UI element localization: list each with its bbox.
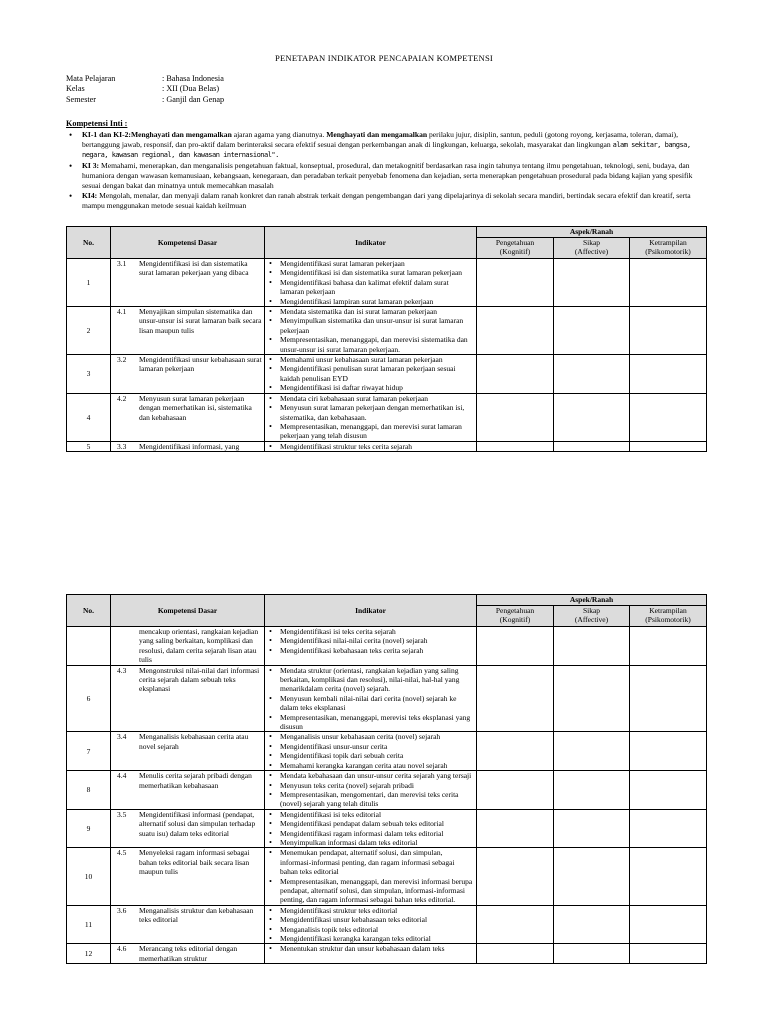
aspect-knowledge-cell <box>477 393 554 441</box>
competency-text: Menyajikan simpulan sistematika dan unsur-unsur isi surat lamaran baik secara lisan maupun tulis <box>139 307 262 335</box>
col-header-pengetahuan: Pengetahuan (Kognitif) <box>477 606 554 627</box>
aspect-skill-cell <box>630 393 707 441</box>
meta-row-subject <box>66 74 224 84</box>
aspect-skill-cell <box>630 905 707 944</box>
indicator-table <box>66 226 707 452</box>
row-number <box>67 627 111 666</box>
meta-row-class <box>66 84 224 94</box>
indicator-item: • Mengidentifikasi ragam informasi dalam teks editorial <box>267 829 474 838</box>
competency-cell <box>111 905 265 944</box>
indicator-item: • Mengidentifikasi nilai-nilai cerita (novel) sejarah <box>267 636 474 645</box>
document-page-1 <box>0 0 768 500</box>
competency-text: Menyeleksi ragam informasi sebagai bahan teks editorial baik secara lisan maupun tulis <box>139 848 250 877</box>
aspect-knowledge-cell <box>477 355 554 394</box>
ki-label: KI4: <box>82 191 98 200</box>
col-header-ketrampilan: Ketrampilan (Psikomotorik) <box>630 238 707 259</box>
indicator-item: • Mengidentifikasi penulisan surat lamaran pekerjaan sesuai kaidah penulisan EYD <box>267 364 474 383</box>
indicator-item: • Mempresentasikan, menanggapi, dan merevisi surat lamaran pekerjaan yang telah disusun <box>267 422 474 441</box>
aspect-attitude-cell <box>554 732 630 771</box>
aspect-knowledge-cell <box>477 771 554 810</box>
aspect-attitude-cell <box>554 441 630 451</box>
indicator-cell <box>265 307 477 355</box>
competency-code: 3.3 <box>117 441 127 451</box>
ki-text: Mengolah, menalar, dan menyaji dalam ranah konkret dan ranah abstrak terkait dengan pengembangan dari yang dipelajarinya di sekolah secara mandiri, bertindak secara efektif dan kreatif, serta mampu menggunakan metode sesuai kaidah keilmuan <box>82 191 691 210</box>
aspect-knowledge-cell <box>477 732 554 771</box>
ki-handwritten-text: alam sekitar, bangsa, negara, kawasan regional, dan kawasan internasional". <box>82 141 691 159</box>
col-header-no: No. <box>67 595 111 627</box>
indicator-item: • Menyusun kembali nilai-nilai dari cerita (novel) sejarah ke dalam teks eksplanasi <box>267 694 474 713</box>
indicator-item: • Memahami kerangka karangan cerita atau novel sejarah <box>267 761 474 770</box>
ki-bold-text: Menghayati dan mengamalkan <box>130 130 232 139</box>
indicator-cell <box>265 441 477 451</box>
row-number: 3 <box>67 355 111 394</box>
indicator-cell <box>265 771 477 810</box>
row-number: 10 <box>67 848 111 905</box>
col-header-kd: Kompetensi Dasar <box>111 227 265 259</box>
competency-text: Mengidentifikasi unsur kebahasaan surat lamaran pekerjaan <box>139 355 262 374</box>
meta-label: Kelas <box>66 84 85 94</box>
meta-value: : XII (Dua Belas) <box>162 84 220 94</box>
col-header-indikator: Indikator <box>265 227 477 259</box>
indicator-cell <box>265 732 477 771</box>
document-page-2 <box>0 580 768 1024</box>
indicator-cell <box>265 259 477 307</box>
row-number: 11 <box>67 905 111 944</box>
aspect-attitude-cell <box>554 905 630 944</box>
table-row <box>67 905 707 944</box>
meta-label: Semester <box>66 94 97 104</box>
ki-text: ajaran agama yang dianutnya. <box>231 130 327 139</box>
competency-cell <box>111 441 265 451</box>
competency-cell <box>111 355 265 394</box>
col-header-aspek: Aspek/Ranah <box>477 595 707 606</box>
col-header-no: No. <box>67 227 111 259</box>
indicator-item: • Menemukan pendapat, alternatif solusi, dan simpulan, informasi-informasi penting, dan ragam informasi sebagai bahan teks editorial <box>267 848 474 876</box>
table-row <box>67 307 707 355</box>
competency-cell <box>111 259 265 307</box>
indicator-item: • Menganalisis topik teks editorial <box>267 925 474 934</box>
competency-text: Mengidentifikasi informasi, yang <box>139 441 240 451</box>
competency-code: 3.2 <box>117 355 127 365</box>
indicator-item: • Menganalisis unsur kebahasaan cerita (novel) sejarah <box>267 732 474 741</box>
document-title: PENETAPAN INDIKATOR PENCAPAIAN KOMPETENSI <box>275 53 493 63</box>
table-row <box>67 848 707 905</box>
indicator-cell <box>265 627 477 666</box>
competency-cell <box>111 665 265 732</box>
indicator-item: • Mengidentifikasi kerangka karangan teks editorial <box>267 934 474 943</box>
indicator-item: • Mengidentifikasi isi teks cerita sejarah <box>267 627 474 636</box>
aspect-knowledge-cell <box>477 307 554 355</box>
competency-code: 4.4 <box>117 771 127 781</box>
aspect-skill-cell <box>630 307 707 355</box>
aspect-knowledge-cell <box>477 259 554 307</box>
col-header-ketrampilan: Ketrampilan (Psikomotorik) <box>630 606 707 627</box>
competency-text: Menyusun surat lamaran pekerjaan dengan memerhatikan isi, sistematika dan kebahasaan <box>139 393 252 422</box>
aspect-attitude-cell <box>554 355 630 394</box>
aspect-attitude-cell <box>554 307 630 355</box>
competency-code: 4.5 <box>117 848 127 858</box>
ki-text: perilaku jujur, disiplin, santun, peduli (gotong royong, kerjasama, toleran, damai), bertanggung jawab, responsif, dan pro-aktif dalam berinteraksi secara efektif sesuai dengan perkembangan anak di lingkungan, keluarga, sekolah, masyarakat dan lingkungan <box>82 130 678 149</box>
competency-text: Mengidentifikasi informasi (pendapat, alternatif solusi dan simpulan terhadap suatu isu) dalam teks editorial <box>139 809 256 838</box>
indicator-cell <box>265 944 477 964</box>
table-row <box>67 944 707 964</box>
aspect-skill-cell <box>630 732 707 771</box>
aspect-skill-cell <box>630 665 707 732</box>
indicator-item: • Mengidentifikasi lampiran surat lamaran pekerjaan <box>267 297 474 306</box>
indicator-cell <box>265 848 477 905</box>
indicator-item: • Mempresentasikan, mengomentari, dan merevisi teks cerita (novel) sejarah yang telah ditulis <box>267 790 474 809</box>
indicator-item: • Mendata kebahasaan dan unsur-unsur cerita sejarah yang tersaji <box>267 771 474 780</box>
competency-cell <box>111 848 265 905</box>
competency-cell <box>111 944 265 964</box>
indicator-item: • Mengidentifikasi isi daftar riwayat hidup <box>267 383 474 392</box>
table-row <box>67 665 707 732</box>
row-number: 12 <box>67 944 111 964</box>
aspect-attitude-cell <box>554 809 630 848</box>
indicator-table-body <box>67 627 707 964</box>
col-header-sikap: Sikap (Affective) <box>554 238 630 259</box>
competency-text: Merancang teks editorial dengan memerhatikan struktur <box>139 944 238 963</box>
indicator-item: • Menyusun surat lamaran pekerjaan dengan memerhatikan isi, sistematika, dan kebahasaan. <box>267 403 474 422</box>
indicator-item: • Mengidentifikasi isi dan sistematika surat lamaran pekerjaan <box>267 268 474 277</box>
table-row <box>67 259 707 307</box>
subject-meta <box>66 74 224 105</box>
indicator-cell <box>265 393 477 441</box>
aspect-skill-cell <box>630 627 707 666</box>
aspect-attitude-cell <box>554 627 630 666</box>
row-number: 5 <box>67 441 111 451</box>
page-gap <box>0 500 768 580</box>
aspect-knowledge-cell <box>477 441 554 451</box>
indicator-cell <box>265 905 477 944</box>
indicator-item: • Mendata ciri kebahasaan surat lamaran pekerjaan <box>267 394 474 403</box>
indicator-item: • Mempresentasikan, menanggapi, dan merevisi informasi berupa pendapat, alternatif solusi, dan simpulan, informasi-informasi penting, dan ragam informasi sebagai bahan teks editorial. <box>267 877 474 905</box>
indicator-item: • Menentukan struktur dan unsur kebahasaan dalam teks <box>267 944 474 953</box>
aspect-skill-cell <box>630 848 707 905</box>
aspect-attitude-cell <box>554 944 630 964</box>
table-row <box>67 627 707 666</box>
ki-item-3 <box>66 161 706 191</box>
aspect-attitude-cell <box>554 771 630 810</box>
table-row <box>67 809 707 848</box>
indicator-item: • Mengidentifikasi pendapat dalam sebuah teks editorial <box>267 819 474 828</box>
competency-text: Menganalisis struktur dan kebahasaan teks editorial <box>139 905 254 925</box>
indicator-item: • Mengidentifikasi kebahasaan teks cerita sejarah <box>267 646 474 655</box>
ki-text: Memahami, menerapkan, dan menganalisis pengetahuan faktual, konseptual, prosedural, dan metakognitif berdasarkan rasa ingin tahunya tentang ilmu pengetahuan, teknologi, seni, budaya, dan humaniora dengan wawasan kemanusiaan, kebangsaan, kenegaraan, dan peradaban terkait penyebab fenomena dan kejadian, serta menerapkan pengetahuan prosedural pada bidang kajian yang spesifik sesuai dengan bakat dan minatnya untuk memecahkan masalah <box>82 160 693 190</box>
aspect-knowledge-cell <box>477 848 554 905</box>
competency-cell <box>111 307 265 355</box>
col-header-sikap: Sikap (Affective) <box>554 606 630 627</box>
indicator-item: • Menyusun teks cerita (novel) sejarah pribadi <box>267 781 474 790</box>
row-number: 9 <box>67 809 111 848</box>
core-competency-list <box>66 130 706 212</box>
col-header-pengetahuan: Pengetahuan (Kognitif) <box>477 238 554 259</box>
aspect-skill-cell <box>630 809 707 848</box>
indicator-table-body <box>67 259 707 452</box>
meta-value: : Bahasa Indonesia <box>162 74 224 83</box>
row-number: 4 <box>67 393 111 441</box>
ki-item-1-2 <box>66 130 706 160</box>
competency-code: 3.5 <box>117 809 127 819</box>
aspect-attitude-cell <box>554 665 630 732</box>
indicator-item: • Menyimpulkan sistematika dan unsur-unsur isi surat lamaran pekerjaan <box>267 316 474 335</box>
meta-row-semester <box>66 95 224 105</box>
meta-value: : Ganjil dan Genap <box>162 94 225 104</box>
row-number: 6 <box>67 665 111 732</box>
competency-code <box>113 627 139 665</box>
indicator-cell <box>265 355 477 394</box>
indicator-item: • Memahami unsur kebahasaan surat lamaran pekerjaan <box>267 355 474 364</box>
table-row <box>67 393 707 441</box>
aspect-knowledge-cell <box>477 905 554 944</box>
competency-text: Menganalisis kebahasaan cerita atau novel sejarah <box>139 732 249 751</box>
indicator-table-continued <box>66 594 707 964</box>
indicator-item: • Mempresentasikan, menanggapi, merevisi teks eksplanasi yang disusun <box>267 713 474 732</box>
ki-item-4 <box>66 191 706 211</box>
table-row <box>67 732 707 771</box>
competency-code: 3.4 <box>117 732 127 742</box>
col-header-aspek: Aspek/Ranah <box>477 227 707 238</box>
meta-label: Mata Pelajaran <box>66 74 116 83</box>
core-competency-heading: Kompetensi Inti : <box>66 119 128 128</box>
competency-code: 4.3 <box>117 665 127 675</box>
aspect-attitude-cell <box>554 393 630 441</box>
indicator-item: • Mengidentifikasi bahasa dan kalimat efektif dalam surat lamaran pekerjaan <box>267 278 474 297</box>
indicator-item: • Mengidentifikasi isi teks editorial <box>267 810 474 819</box>
competency-code: 4.2 <box>117 393 127 403</box>
col-header-kd: Kompetensi Dasar <box>111 595 265 627</box>
indicator-cell <box>265 809 477 848</box>
competency-code: 3.6 <box>117 905 127 915</box>
aspect-skill-cell <box>630 771 707 810</box>
ki-label: KI 3: <box>82 160 100 170</box>
row-number: 2 <box>67 307 111 355</box>
aspect-knowledge-cell <box>477 627 554 666</box>
competency-code: 4.6 <box>117 944 127 954</box>
row-number: 1 <box>67 259 111 307</box>
competency-text: Mengidentifikasi isi dan sistematika surat lamaran pekerjaan yang dibaca <box>139 259 249 278</box>
table-row <box>67 441 707 451</box>
indicator-item: • Menyimpulkan informasi dalam teks editorial <box>267 838 474 847</box>
table-row <box>67 771 707 810</box>
competency-cell <box>111 627 265 666</box>
indicator-item: • Mengidentifikasi struktur teks editorial <box>267 906 474 915</box>
aspect-attitude-cell <box>554 259 630 307</box>
aspect-attitude-cell <box>554 848 630 905</box>
aspect-skill-cell <box>630 441 707 451</box>
aspect-skill-cell <box>630 259 707 307</box>
aspect-knowledge-cell <box>477 944 554 964</box>
indicator-item: • Mengidentifikasi struktur teks cerita sejarah <box>267 442 474 451</box>
competency-cell <box>111 732 265 771</box>
ki-label: KI-1 dan KI-2: <box>82 130 131 139</box>
competency-cell <box>111 809 265 848</box>
indicator-cell <box>265 665 477 732</box>
competency-text: Menulis cerita sejarah pribadi dengan memerhatikan kebahasaan <box>139 771 252 790</box>
aspect-skill-cell <box>630 944 707 964</box>
competency-code: 3.1 <box>117 259 127 268</box>
competency-cell <box>111 771 265 810</box>
indicator-item: • Mendata struktur (orientasi, rangkaian kejadian yang saling berkaitan, komplikasi dan resolusi), nilai-nilai, hal-hal yang menarikdalam cerita (novel) sejarah. <box>267 666 474 694</box>
competency-text: Mengonstruksi nilai-nilai dari informasi cerita sejarah dalam sebuah teks eksplanasi <box>139 665 260 694</box>
col-header-indikator: Indikator <box>265 595 477 627</box>
competency-code: 4.1 <box>117 307 127 317</box>
aspect-knowledge-cell <box>477 809 554 848</box>
indicator-item: • Mengidentifikasi surat lamaran pekerjaan <box>267 259 474 268</box>
indicator-item: • Mengidentifikasi topik dari sebuah cerita <box>267 751 474 760</box>
table-row <box>67 355 707 394</box>
indicator-item: • Mendata sistematika dan isi surat lamaran pekerjaan <box>267 307 474 316</box>
indicator-item: • Mengidentifikasi unsur kebahasaan teks editorial <box>267 915 474 924</box>
competency-cell <box>111 393 265 441</box>
indicator-item: • Mengidentifikasi unsur-unsur cerita <box>267 742 474 751</box>
competency-text: mencakup orientasi, rangkaian kejadian yang saling berkaitan, komplikasi dan resolusi, dalam cerita sejarah lisan atau tulis <box>139 627 259 665</box>
indicator-item: • Mempresentasikan, menanggapi, dan merevisi sistematika dan unsur-unsur isi surat lamaran pekerjaan. <box>267 335 474 354</box>
aspect-skill-cell <box>630 355 707 394</box>
ki-bold-text: Menghayati dan mengamalkan <box>326 130 428 139</box>
row-number: 7 <box>67 732 111 771</box>
aspect-knowledge-cell <box>477 665 554 732</box>
row-number: 8 <box>67 771 111 810</box>
